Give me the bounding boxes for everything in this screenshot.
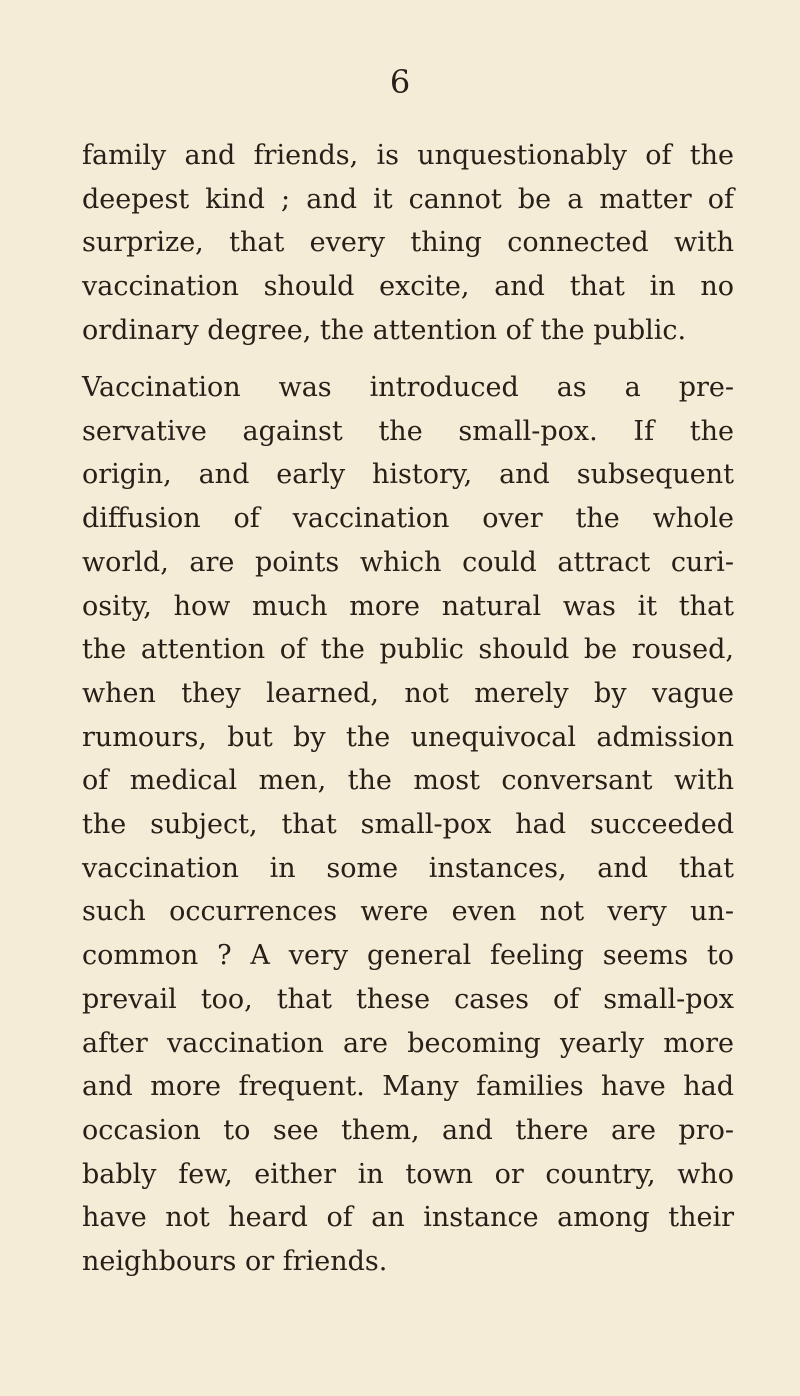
text-line: servative against the small-pox. If the [82, 415, 734, 447]
paragraph-1 [82, 134, 734, 353]
text-line: occasion to see them, and there are pro- [82, 1114, 734, 1146]
text-line: surprize, that every thing connected with [82, 227, 734, 259]
text-line: the subject, that small-pox had succeeded [82, 809, 734, 841]
text-line: diffusion of vaccination over the whole [82, 503, 734, 535]
text-line: origin, and early history, and subsequent [82, 459, 734, 491]
text-line: Vaccination was introduced as a pre- [82, 372, 734, 403]
text-line: have not heard of an instance among their [82, 1202, 734, 1234]
text-line: when they learned, not merely by vague [82, 677, 734, 709]
paragraph-2 [82, 366, 734, 1284]
text-line: after vaccination are becoming yearly more [82, 1027, 734, 1059]
text-line: deepest kind ; and it cannot be a matter of [82, 183, 734, 215]
text-line: prevail too, that these cases of small-pox [82, 983, 734, 1015]
text-line: world, are points which could attract curi- [82, 546, 734, 578]
text-line: neighbours or friends. [82, 1246, 388, 1278]
text-line: rumours, but by the unequivocal admission [82, 721, 734, 753]
text-line: of medical men, the most conversant with [82, 765, 734, 797]
text-line: vaccination should excite, and that in no [82, 271, 734, 303]
text-line: family and friends, is unquestionably of the [82, 140, 734, 171]
text-line: osity, how much more natural was it that [82, 590, 734, 622]
text-line: such occurrences were even not very un- [82, 896, 734, 928]
page-number: 6 [389, 63, 411, 101]
text-line: ordinary degree, the attention of the public. [82, 314, 687, 346]
text-line: the attention of the public should be roused, [82, 634, 734, 666]
text-line: and more frequent. Many families have had [82, 1071, 734, 1103]
text-line: vaccination in some instances, and that [82, 852, 734, 884]
text-line: bably few, either in town or country, who [82, 1158, 734, 1190]
text-line: common ? A very general feeling seems to [82, 940, 734, 972]
